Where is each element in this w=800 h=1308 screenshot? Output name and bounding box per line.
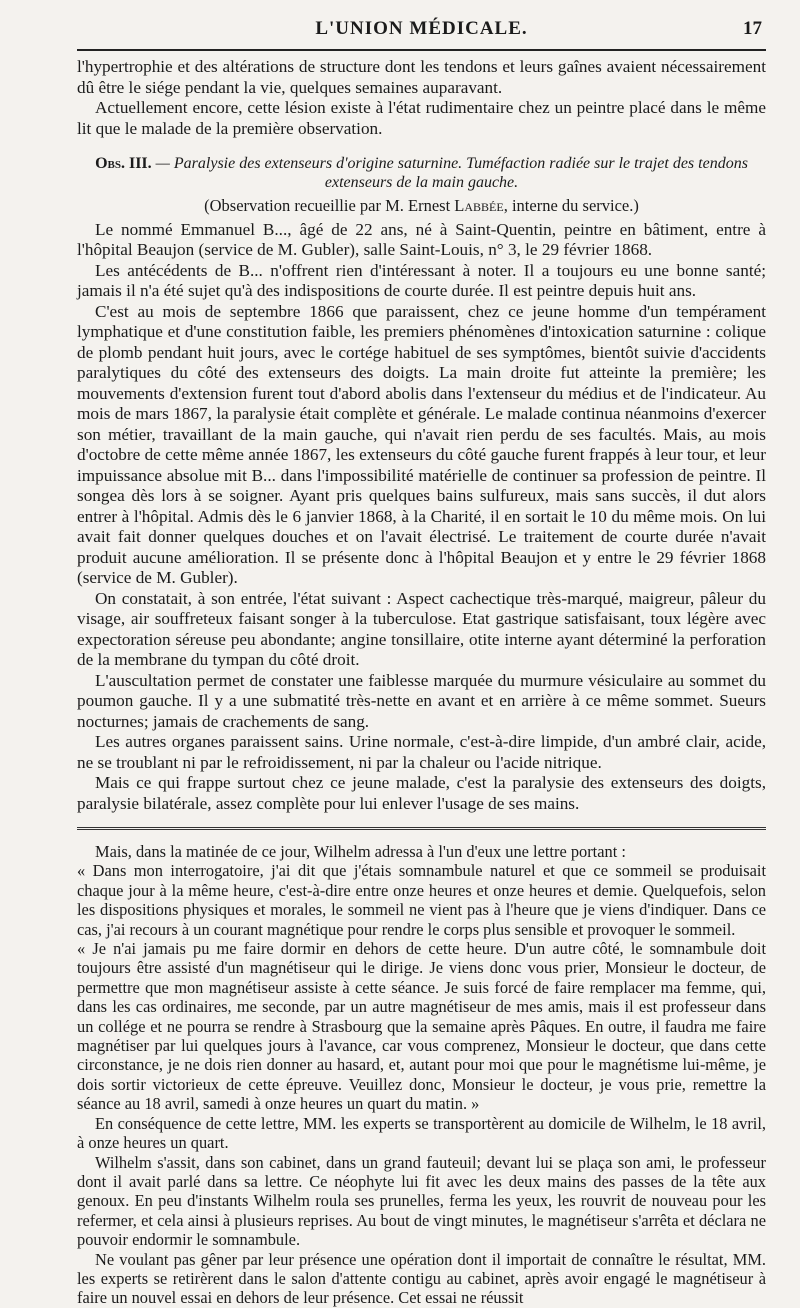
observation-paragraph: Le nommé Emmanuel B..., âgé de 22 ans, né à Saint-Quentin, peintre en bâtiment, entre à l'hôpital Beaujon (service de M. Gubler), salle Saint-Louis, n° 3, le 29 février 1868. (77, 219, 766, 259)
feuilleton-text (77, 842, 766, 1308)
page-number: 17 (743, 18, 762, 39)
letter-paragraph: « Je n'ai jamais pu me faire dormir en dehors de cette heure. D'un autre côté, le somnambule doit toujours être assisté d'un magnétiseur qui le dirige. Je viens donc vous prier, Monsieur le docteur, de permettre que mon magnétiseur assiste à cette séance. Je suis forcé de faire remplacer ma femme, qui, dans les cas ordinaires, me seconde, par un autre magnétiseur de mes amis, mais il est professeur dans un collége et ne pourra se rendre à Strasbourg que la semaine après Pâques. En outre, il faudra me faire magnétiser par lui quelques jours à l'avance, car vous comprenez, Monsieur le docteur, que dans cette circonstance, je ne dois rien donner au hasard, et, autant pour moi que pour le magnétisme lui-même, je dois sortir victorieux de cette épreuve. Veuillez donc, Monsieur le docteur, je vous prie, remettre la séance au 18 avril, samedi à onze heures un quart du matin. » (77, 939, 766, 1114)
quoted-letter (77, 861, 766, 1113)
page-header (77, 10, 766, 40)
observation-heading (77, 154, 766, 192)
letter-paragraph: « Dans mon interrogatoire, j'ai dit que j'étais somnambule naturel et que ce sommeil se produisait chaque jour à la même heure, c'est-à-dire entre onze heures et onze heures et demie. Quelquefois, selon les dispositions physiques et morales, le sommeil ne vient pas à l'heure que je viens d'indiquer. Dans ce cas, j'ai recours à un courant magnétique pour rendre le corps plus sensible et provoquer le sommeil. (77, 861, 766, 939)
feuilleton-separator (77, 827, 766, 830)
header-rule (77, 49, 766, 51)
main-text (77, 57, 766, 814)
observation-paragraph: On constatait, à son entrée, l'état suivant : Aspect cachectique très-marqué, maigreur, pâleur du visage, air souffreteux faisant songer à la tuberculose. Etat gastrique satisfaisant, toux légère avec expectoration séreuse peu abondante; angine tonsillaire, otite interne ayant déterminé la perforation de la membrane du tympan du côté droit. (77, 588, 766, 669)
observation-paragraph: Mais ce qui frappe surtout chez ce jeune malade, c'est la paralysie des extenseurs des doigts, paralysie bilatérale, assez complète pour lui enlever l'usage de ses mains. (77, 773, 766, 813)
feuilleton-paragraph: Ne voulant pas gêner par leur présence une opération dont il importait de connaître le résultat, MM. les experts se retirèrent dans le salon d'attente contigu au cabinet, après avoir engagé le magnétiseur à faire un nouvel essai en dehors de leur présence. Cet essai ne réussit (77, 1249, 766, 1308)
intro-paragraph: Actuellement encore, cette lésion existe à l'état rudimentaire chez un peintre placé dans le même lit que le malade de la première observation. (77, 98, 766, 138)
observation-label: Obs. III. (95, 155, 152, 172)
credit-suffix: , interne du service.) (503, 196, 639, 215)
credit-name: Labbée (454, 196, 504, 215)
observation-paragraph: Les autres organes paraissent sains. Urine normale, c'est-à-dire limpide, d'un ambré clair, acide, ne se troublant ni par le refroidissement, ni par la chaleur ou l'acide nitrique. (77, 732, 766, 772)
observation-paragraph: L'auscultation permet de constater une faiblesse marquée du murmure vésiculaire au sommet du poumon gauche. Il y a une submatité très-nette en avant et en arrière à ce même sommet. Sueurs nocturnes; jamais de crachements de sang. (77, 670, 766, 731)
observation-paragraph: Les antécédents de B... n'offrent rien d'intéressant à noter. Il a toujours eu une bonne santé; jamais il n'a été sujet qu'à des indispositions de courte durée. Il est peintre depuis huit ans. (77, 260, 766, 300)
observation-credit (77, 196, 766, 217)
credit-prefix: (Observation recueillie par M. Ernest (204, 196, 455, 215)
feuilleton-opening: Mais, dans la matinée de ce jour, Wilhelm adressa à l'un d'eux une lettre portant : (95, 842, 626, 861)
intro-paragraph: l'hypertrophie et des altérations de structure dont les tendons et leurs gaînes avaient nécessairement dû être le siége pendant la vie, quelques semaines auparavant. (77, 57, 766, 97)
feuilleton-paragraph: En conséquence de cette lettre, MM. les experts se transportèrent au domicile de Wilhelm, le 18 avril, à onze heures un quart. (77, 1113, 766, 1153)
running-title: L'UNION MÉDICALE. (315, 18, 528, 39)
observation-title: — Paralysie des extenseurs d'origine saturnine. Tuméfaction radiée sur le trajet des tendons extenseurs de la main gauche. (155, 155, 748, 191)
feuilleton-paragraph: Wilhelm s'assit, dans son cabinet, dans un grand fauteuil; devant lui se plaça son ami, le professeur dont il avait parlé dans sa lettre. Ce néophyte lui fit avec les deux mains des passes de la tête aux genoux. En peu d'instants Wilhelm roula ses prunelles, ferma les yeux, les rouvrit de nouveau pour les refermer, et cela ainsi à plusieurs reprises. Au bout de vingt minutes, le magnétiseur s'arrêta et déclara ne pouvoir endormir le somnambule. (77, 1152, 766, 1250)
observation-paragraph: C'est au mois de septembre 1866 que paraissent, chez ce jeune homme d'un tempérament lymphatique et d'une constitution faible, les premiers phénomènes d'intoxication saturnine : colique de plomb pendant huit jours, avec le cortége habituel de ses symptômes, bientôt suivie d'accidents paralytiques du côté des extenseurs des doigts. La main droite fut atteinte la première; les mouvements d'extension furent tout d'abord abolis dans l'extenseur du médius et de l'indicateur. Au mois de mars 1867, la paralysie était complète et générale. Le malade continua néanmoins d'exercer son métier, travaillant de la main gauche, qui n'avait rien perdu de ses facultés. Mais, au mois d'octobre de cette même année 1867, les extenseurs du côté gauche furent frappés à leur tour, et leur impuissance absolue mit B... dans l'impossibilité matérielle de continuer sa profession de peintre. Il songea dès lors à se soigner. Ayant pris quelques bains sulfureux, mais sans succès, il dut alors entrer à l'hôpital. Admis dès le 6 janvier 1868, à la Charité, il en sortait le 10 du même mois. On lui avait fait donner quelques douches et on l'avait électrisé. Le traitement de courte durée n'avait produit aucune amélioration. Il se présente donc à l'hôpital Beaujon et y entre le 29 février 1868 (service de M. Gubler). (77, 301, 766, 587)
